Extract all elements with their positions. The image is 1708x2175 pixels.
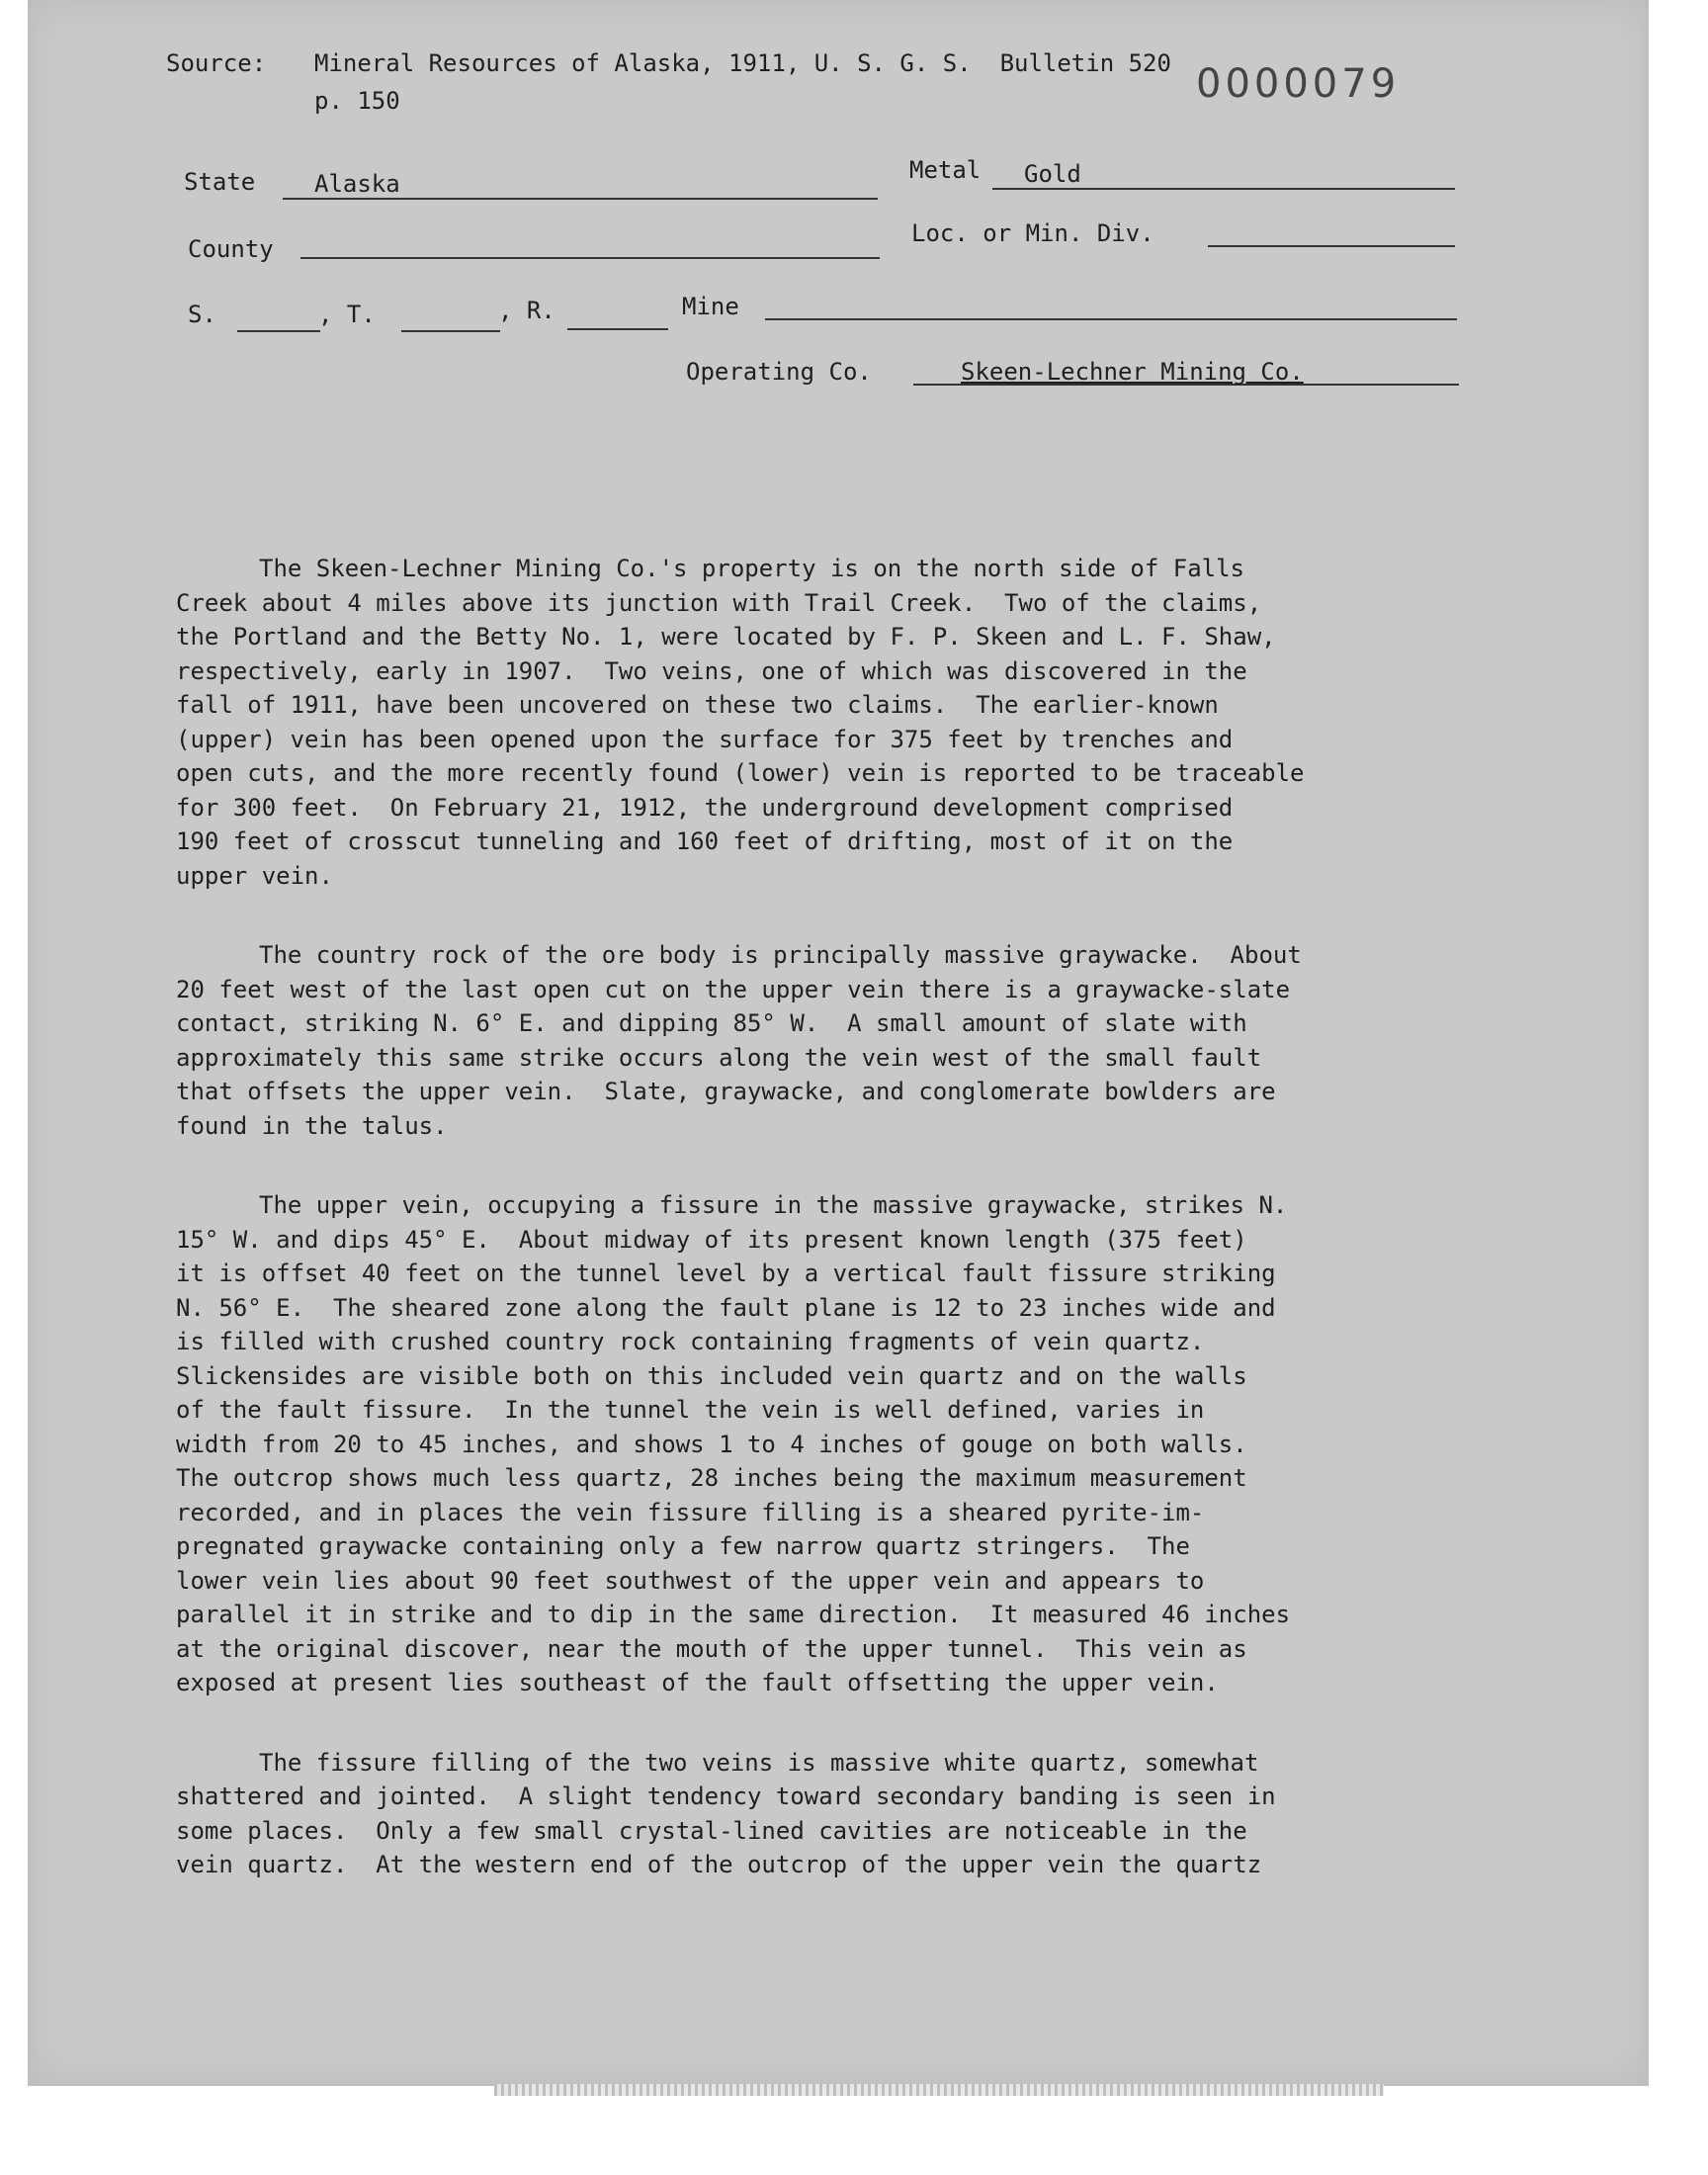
county-field: [300, 227, 880, 259]
range-label: , R.: [498, 297, 555, 324]
source-label: Source:: [166, 49, 267, 77]
section-label: S.: [188, 301, 216, 328]
operating-value: Skeen-Lechner Mining Co.: [961, 358, 1304, 386]
paragraph: The fissure filling of the two veins is massive white quartz, somewhat shattered and jointed. A slight tendency toward secondary banding is seen in some places. Only a few small crystal-lined cavities are noticeable in the vein quartz. At the western end of the outcrop of the upper vein the quartz: [176, 1748, 1276, 1878]
document-number: 0000079: [1196, 61, 1401, 107]
mine-label: Mine: [682, 293, 739, 320]
loc-label: Loc. or Min. Div.: [911, 219, 1154, 247]
operating-label: Operating Co.: [686, 358, 872, 386]
state-label: State: [184, 168, 256, 196]
section-field: [237, 301, 320, 332]
loc-field: [1208, 216, 1455, 247]
metal-value: Gold: [1024, 160, 1081, 188]
scan-edge: [494, 2084, 1384, 2096]
range-field: [567, 299, 668, 330]
paragraph: The country rock of the ore body is principally massive graywacke. About 20 feet west of the last open cut on the upper vein there is a graywacke-slate contact, striking N. 6° E. and dipping 85° W. A small amount of slate with approximately this same strike occurs along the vein west of the small fault that offsets the upper vein. Slate, graywacke, and conglomerate bowlders are found in the talus.: [176, 941, 1302, 1140]
township-label: , T.: [318, 301, 376, 328]
mine-field: [765, 289, 1457, 320]
body-text: [176, 552, 1500, 1928]
source-text: Mineral Resources of Alaska, 1911, U. S. G. S. Bulletin 520: [314, 49, 1171, 77]
county-label: County: [188, 235, 274, 263]
metal-label: Metal: [909, 156, 982, 184]
paragraph: The Skeen-Lechner Mining Co.'s property is on the north side of Falls Creek about 4 miles above its junction with Trail Creek. Two of the claims, the Portland and the Betty No. 1, were located by F. P. Skeen and L. F. Shaw, respectively, early in 1907. Two veins, one of which was discovered in the fall of 1911, have been uncovered on these two claims. The earlier-known (upper) vein has been opened upon the surface for 375 feet by trenches and open cuts, and the more recently found (lower) vein is reported to be traceable for 300 feet. On February 21, 1912, the underground development comprised 190 feet of crosscut tunneling and 160 feet of drifting, most of it on the upper vein.: [176, 555, 1305, 890]
state-value: Alaska: [314, 170, 400, 198]
source-page: p. 150: [314, 87, 400, 115]
paragraph: The upper vein, occupying a fissure in the massive graywacke, strikes N. 15° W. and dips 45° E. About midway of its present known length (375 feet) it is offset 40 feet on the tunnel level by a vertical fault fissure striking N. 56° E. The sheared zone along the fault plane is 12 to 23 inches wide and is filled with crushed country rock containing fragments of vein quartz. Slickensides are visible both on this included vein quartz and on the walls of the fault fissure. In the tunnel the vein is well defined, varies in width from 20 to 45 inches, and shows 1 to 4 inches of gouge on both walls. The outcrop shows much less quartz, 28 inches being the maximum measurement recorded, and in places the vein fissure filling is a sheared pyrite-im- pregnated graywacke containing only a few narrow quartz stringers. The lower vein lies about 90 feet southwest of the upper vein and appears to parallel it in strike and to dip in the same direction. It measured 46 inches at the original discover, near the mouth of the upper tunnel. This vein as exposed at present lies southeast of the fault offsetting the upper vein.: [176, 1191, 1291, 1696]
township-field: [401, 301, 500, 332]
